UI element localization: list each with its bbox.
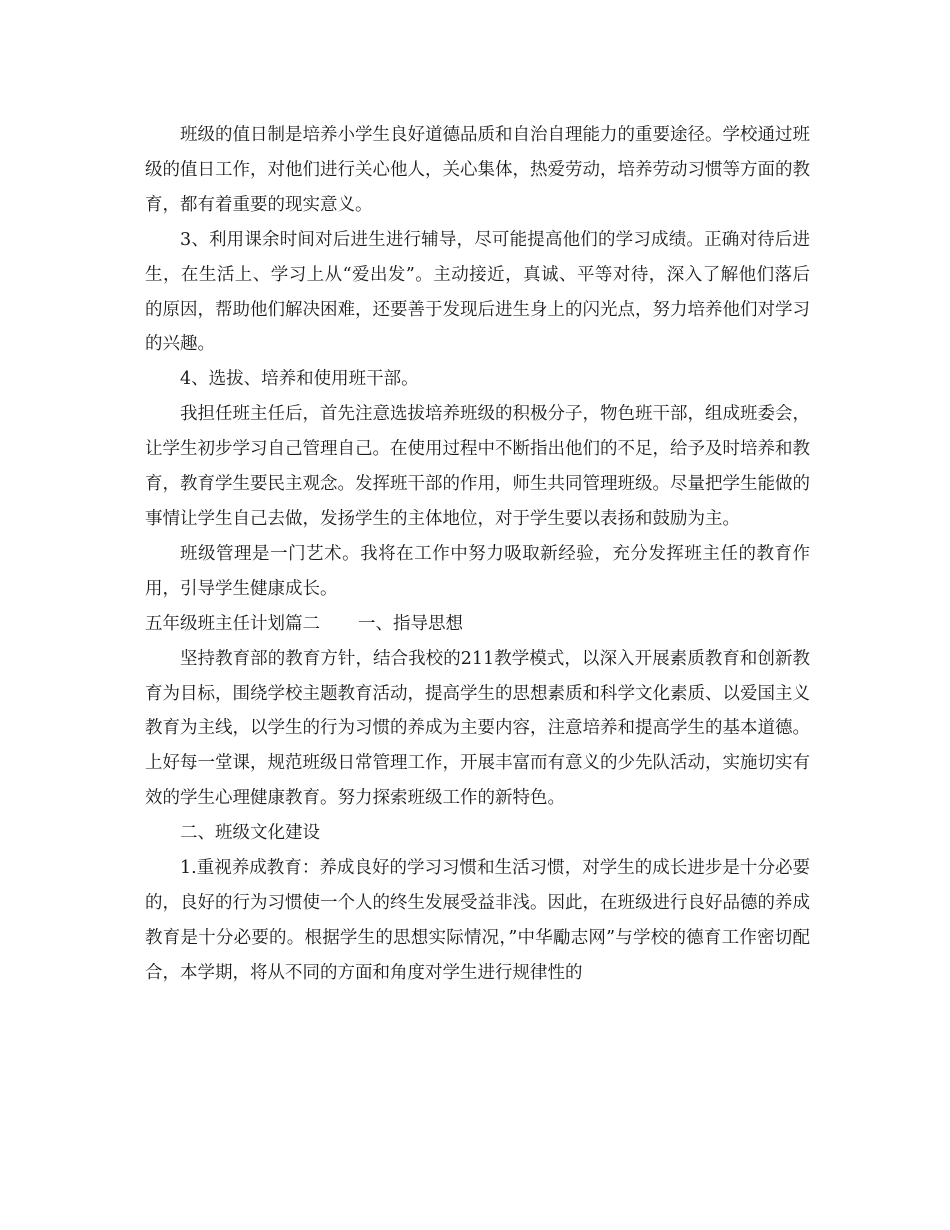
paragraph-class-cadre-heading: 4、选拔、培养和使用班干部。 [180,369,419,390]
paragraph-habit-education: 1.重视养成教育：养成良好的学习习惯和生活习惯，对学生的成长进步是十分必要的，良好的行为习惯使一个人的终生发展受益非浅。因此，在班级进行良好品德的养成教育是十分必要的。根据学生的思想实际情况，”中华勵志网”与学校的德育工作密切配合，本学期，将从不同的方面和角度对学生进行规律性的 [145,858,810,983]
paragraph-guiding-thought: 坚持教育部的教育方针，结合我校的211教学模式，以深入开展素质教育和创新教育为目标，围绕学校主题教育活动，提高学生的思想素质和科学文化素质、以爱国主义教育为主线，以学生的行为习惯的养成为主要内容，注意培养和提高学生的基本道德。上好每一堂课，规范班级日常管理工作，开展丰富而有意义的少先队活动，实施切实有效的学生心理健康教育。努力探索班级工作的新特色。 [145,648,810,809]
paragraph-duty-system: 班级的值日制是培养小学生良好道德品质和自治自理能力的重要途径。学校通过班级的值日工作，对他们进行关心他人，关心集体，热爱劳动，培养劳动习惯等方面的教育，都有着重要的现实意义。 [145,125,810,215]
paragraph-class-management: 班级管理是一门艺术。我将在工作中努力吸取新经验，充分发挥班主任的教育作用，引导学生健康成长。 [145,543,810,599]
document-body [145,118,810,991]
paragraph-class-cadre: 我担任班主任后，首先注意选拔培养班级的积极分子，物色班干部，组成班委会，让学生初步学习自己管理自己。在使用过程中不断指出他们的不足，给予及时培养和教育，教育学生要民主观念。发挥班干部的作用，师生共同管理班级。尽量把学生能做的事情让学生自己去做，发扬学生的主体地位，对于学生要以表扬和鼓励为主。 [145,404,810,529]
section-heading-line [145,607,810,642]
section-title: 五年级班主任计划篇二 [145,613,320,634]
paragraph-class-culture-heading: 二、班级文化建设 [180,823,320,844]
section-subtitle: 一、指导思想 [358,613,463,634]
paragraph-tutoring: 3、利用课余时间对后进生进行辅导，尽可能提高他们的学习成绩。正确对待后进生，在生活上、学习上从“爱出发”。主动接近，真诚、平等对待，深入了解他们落后的原因，帮助他们解决困难，还要善于发现后进生身上的闪光点，努力培养他们对学习的兴趣。 [145,229,810,355]
